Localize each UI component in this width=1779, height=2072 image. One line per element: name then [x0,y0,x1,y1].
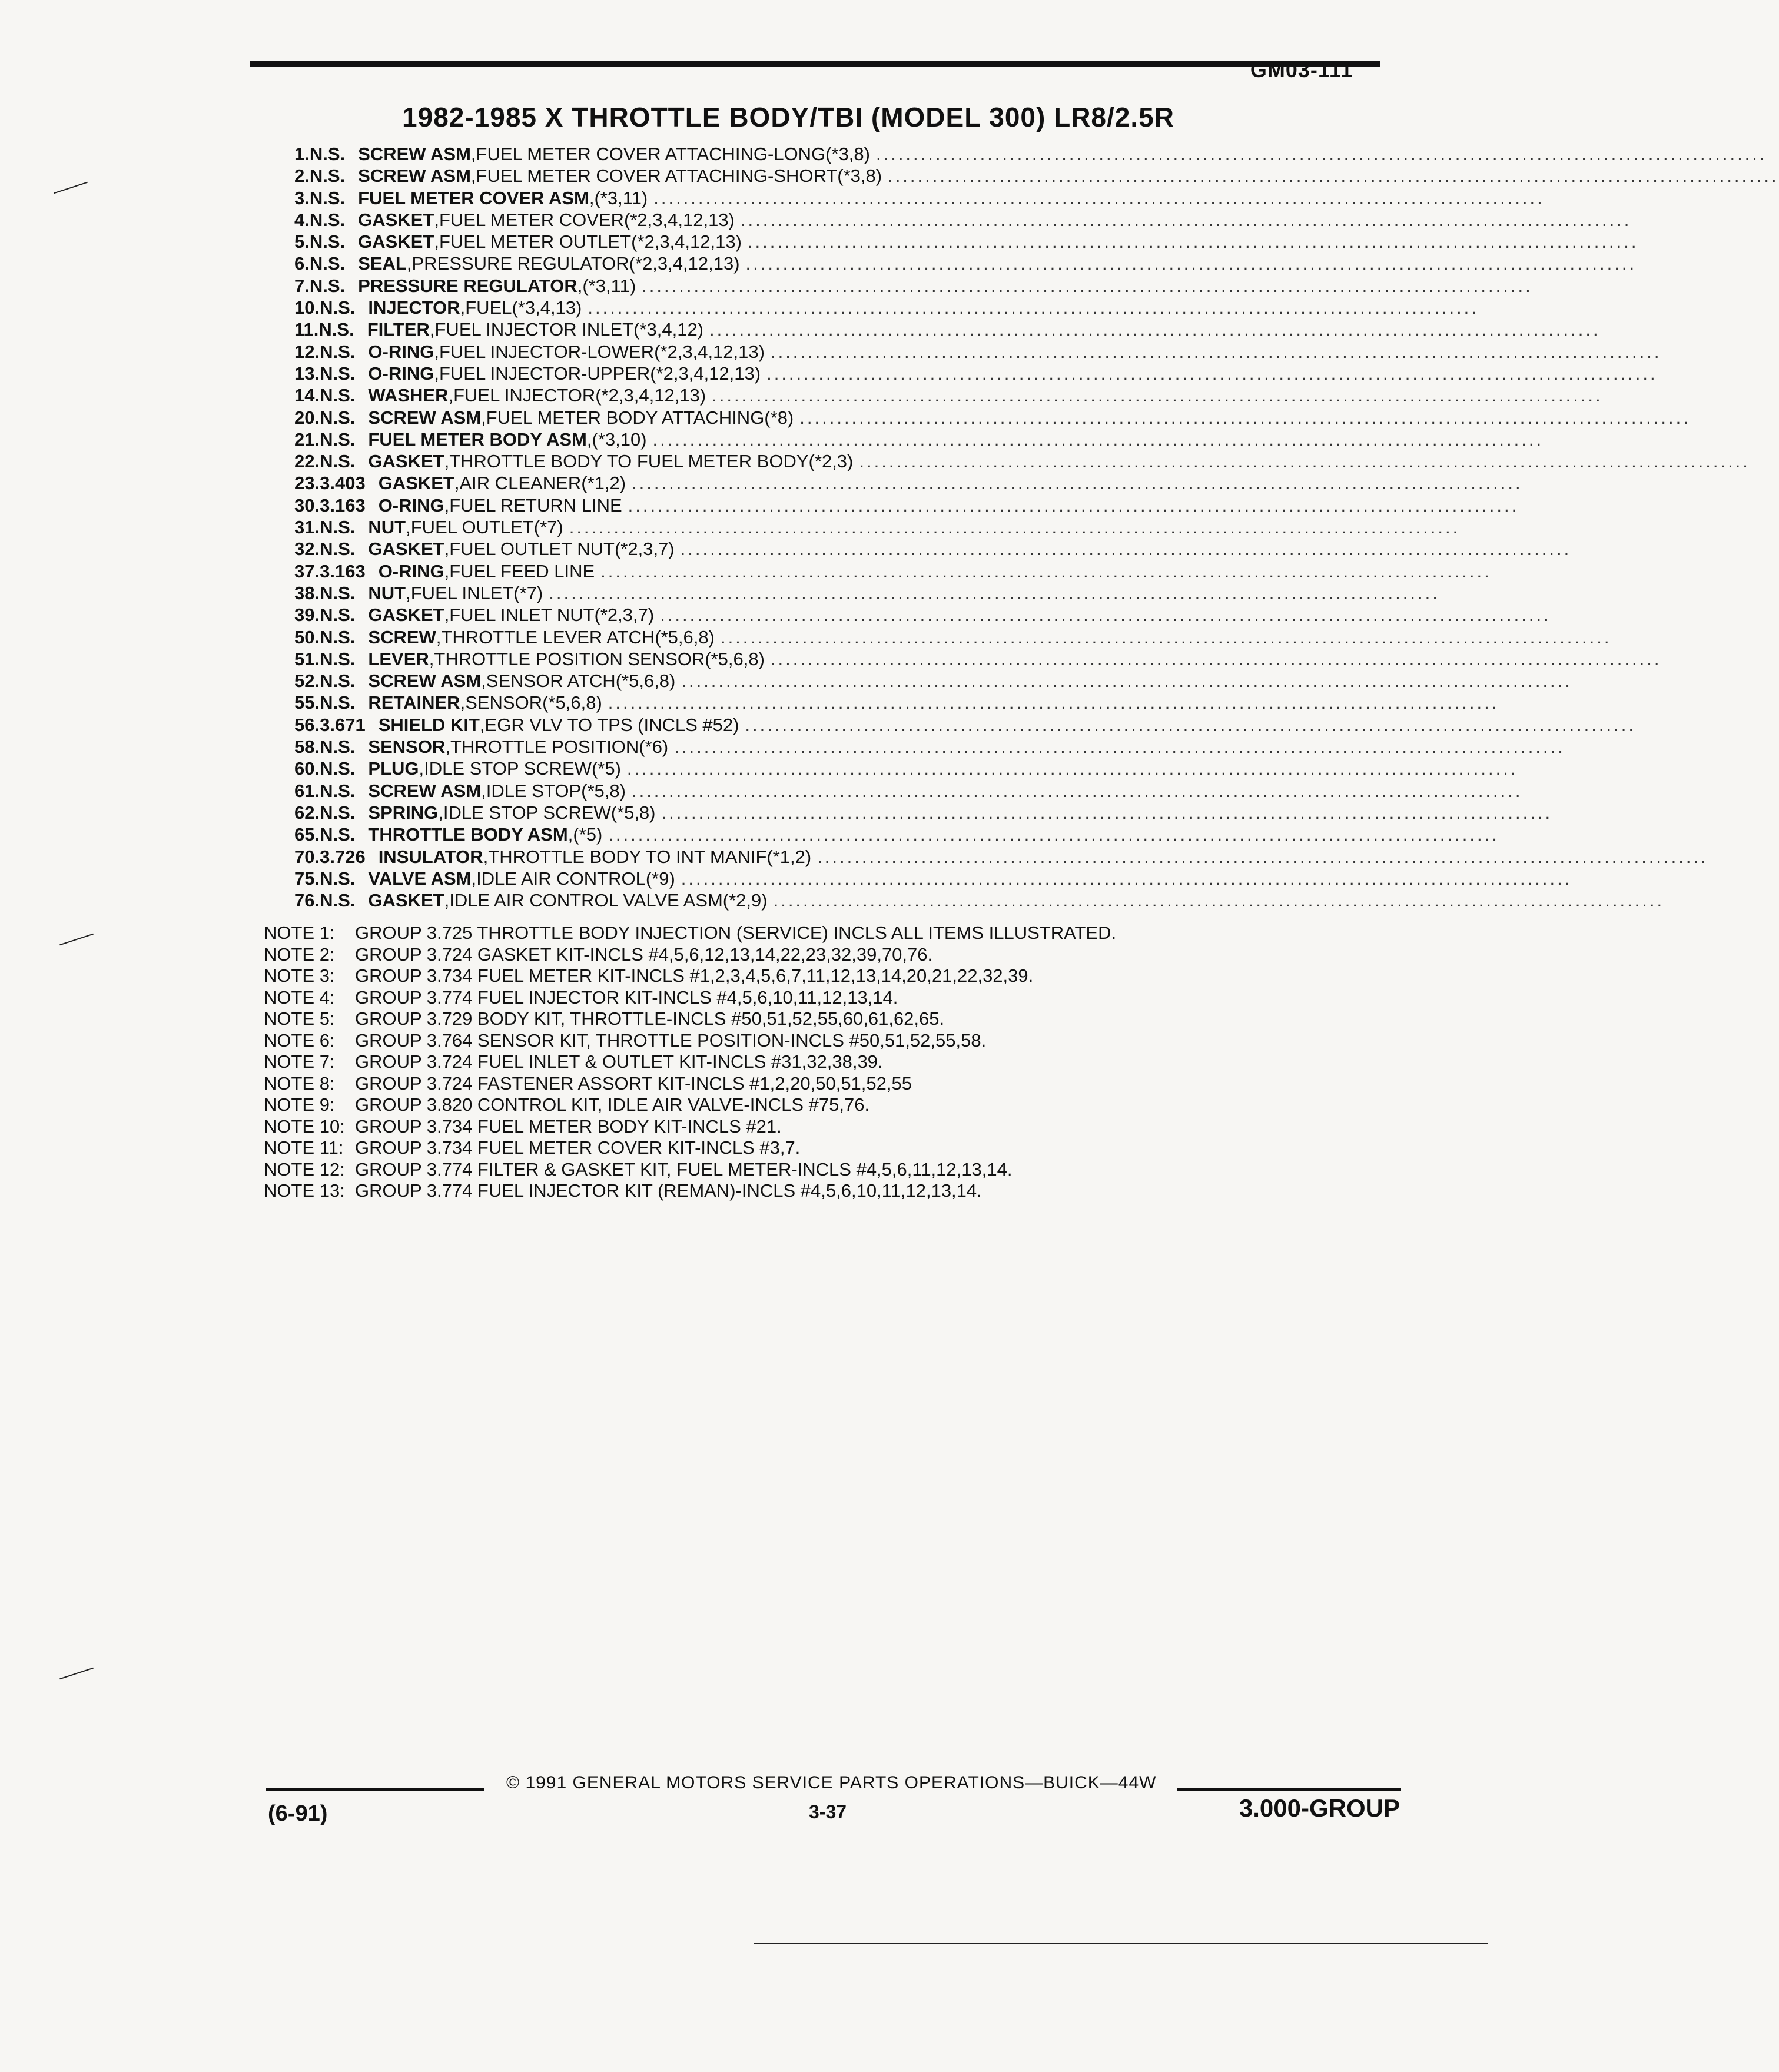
part-description: FUEL INJECTOR INLET(*3,4,12) [434,319,704,340]
part-group: N.S. [320,670,356,692]
part-group: N.S. [309,275,346,296]
part-row [294,670,1572,692]
part-description: THROTTLE POSITION(*6) [450,736,669,758]
part-group: N.S. [320,648,356,669]
part-number: 13. [294,363,320,384]
part-separator: , [483,846,489,867]
note-label: NOTE 2: [264,944,335,965]
part-name: GASKET [378,473,454,494]
part-group: 3.671 [320,714,366,735]
revision-date: (6-91) [268,1801,328,1826]
group-label: 3.000-GROUP [1239,1794,1400,1822]
leader-dots: ........................................................................................................................ [888,165,1779,187]
part-row [294,582,1440,605]
leader-dots: ........................................................................................................................ [632,473,1523,494]
note-row [264,1073,1264,1095]
part-separator: , [444,451,450,472]
part-group: 3.726 [320,846,366,867]
note-text: GROUP 3.820 CONTROL KIT, IDLE AIR VALVE-INCLS #75,76. [355,1094,870,1115]
part-number: 37. [294,560,320,582]
part-name: RETAINER [368,692,460,713]
part-name: GASKET [368,539,444,560]
part-separator: , [444,494,450,516]
part-group: N.S. [309,209,346,230]
part-name: FUEL METER COVER ASM [358,187,589,208]
part-name: SCREW ASM [358,144,471,164]
part-separator: , [471,868,477,889]
part-number: 4. [294,209,310,230]
notes-list [264,922,1264,1202]
parts-list [294,144,1779,912]
document-code: GM03-111 [1250,58,1353,82]
part-name: O-RING [378,494,444,516]
leader-dots: ........................................................................................................................ [720,626,1612,648]
part-description: FUEL METER OUTLET(*2,3,4,12,13) [439,231,742,253]
note-row [264,1030,1264,1052]
part-separator: , [444,539,450,560]
part-group: N.S. [320,407,356,428]
part-row [294,297,1479,319]
part-name: GASKET [358,231,434,253]
part-description: IDLE AIR CONTROL VALVE ASM(*2,9) [449,890,768,911]
note-text: GROUP 3.724 FASTENER ASSORT KIT-INCLS #1,2,20,50,51,52,55 [355,1072,912,1094]
part-group: N.S. [320,451,356,472]
leader-dots: ........................................................................................................................ [652,429,1544,450]
part-row [294,363,1658,385]
part-row [294,385,1603,407]
part-group: N.S. [309,187,346,208]
note-text: GROUP 3.764 SENSOR KIT, THROTTLE POSITION-INCLS #50,51,52,55,58. [355,1030,987,1051]
copyright-line: © 1991 GENERAL MOTORS SERVICE PARTS OPERATIONS—BUICK—44W [506,1773,1157,1792]
leader-dots: ........................................................................................................................ [875,144,1767,164]
part-number: 70. [294,846,320,867]
part-description: FUEL METER BODY ATTACHING(*8) [486,407,794,428]
part-name: INJECTOR [368,297,460,318]
part-separator: , [448,385,454,406]
leader-dots: ........................................................................................................................ [766,363,1658,384]
part-row [294,253,1637,275]
part-row [294,736,1565,758]
part-name: VALVE ASM [368,868,472,889]
part-separator: , [444,890,450,911]
part-name: SCREW ASM [368,407,482,428]
part-number: 5. [294,231,310,253]
part-separator: , [419,758,424,779]
part-name: GASKET [358,209,434,230]
part-group: N.S. [320,780,356,801]
part-number: 21. [294,429,320,450]
part-description: FUEL INLET NUT(*2,3,7) [449,605,655,626]
part-row [294,187,1545,210]
part-name: NUT [368,517,406,538]
part-name: SEAL [358,253,407,274]
part-row [294,144,1767,165]
part-group: N.S. [320,824,356,845]
part-row [294,275,1533,297]
part-separator: , [589,187,595,208]
leader-dots: ........................................................................................................................ [681,670,1572,692]
part-description: FUEL OUTLET(*7) [410,517,563,538]
part-description: FUEL INJECTOR(*2,3,4,12,13) [453,385,706,406]
part-separator: , [481,670,486,692]
part-description: (*3,11) [582,275,636,296]
note-label: NOTE 6: [264,1030,335,1051]
note-text: GROUP 3.774 FILTER & GASKET KIT, FUEL METER-INCLS #4,5,6,11,12,13,14. [355,1158,1013,1180]
part-description: EGR VLV TO TPS (INCLS #52) [484,714,739,735]
note-text: GROUP 3.734 FUEL METER COVER KIT-INCLS #3,7. [355,1137,801,1158]
part-row [294,890,1665,912]
part-description: SENSOR ATCH(*5,6,8) [486,670,676,692]
part-number: 51. [294,648,320,669]
part-number: 22. [294,451,320,472]
part-separator: , [438,802,443,823]
note-label: NOTE 5: [264,1008,335,1029]
note-text: GROUP 3.774 FUEL INJECTOR KIT (REMAN)-INCLS #4,5,6,10,11,12,13,14. [355,1180,982,1201]
note-row [264,1159,1264,1181]
leader-dots: ........................................................................................................................ [653,187,1545,208]
part-number: 56. [294,714,320,735]
part-description: IDLE STOP SCREW(*5,8) [443,802,656,823]
part-name: FILTER [367,319,430,340]
part-row [294,231,1639,253]
footer-rule-right [1177,1788,1401,1791]
part-name: WASHER [368,385,449,406]
note-row [264,987,1264,1009]
part-group: N.S. [320,626,356,648]
part-separator: , [406,253,412,274]
part-name: PRESSURE REGULATOR [358,275,577,296]
part-row [294,473,1523,494]
part-number: 62. [294,802,320,823]
part-name: PLUG [368,758,419,779]
note-text: GROUP 3.729 BODY KIT, THROTTLE-INCLS #50,51,52,55,60,61,62,65. [355,1008,945,1029]
part-separator: , [454,473,460,494]
leader-dots: ........................................................................................................................ [745,714,1636,735]
part-number: 23. [294,473,320,494]
part-number: 55. [294,692,320,713]
part-row [294,692,1499,714]
part-row [294,780,1523,802]
part-row [294,626,1612,649]
part-number: 50. [294,626,320,648]
leader-dots: ........................................................................................................................ [770,648,1662,669]
part-row [294,429,1544,451]
part-row [294,341,1662,363]
part-name: SHIELD KIT [378,714,480,735]
part-row [294,824,1499,846]
part-separator: , [445,736,450,758]
part-name: NUT [368,582,406,603]
part-number: 1. [294,144,310,164]
part-description: IDLE STOP(*5,8) [486,780,626,801]
part-group: N.S. [309,165,346,187]
part-number: 7. [294,275,310,296]
part-separator: , [406,517,411,538]
part-description: IDLE STOP SCREW(*5) [424,758,621,779]
note-label: NOTE 11: [264,1137,344,1158]
part-separator: , [567,824,573,845]
leader-dots: ........................................................................................................................ [628,494,1519,516]
part-separator: , [444,560,450,582]
note-text: GROUP 3.734 FUEL METER KIT-INCLS #1,2,3,4,5,6,7,11,12,13,14,20,21,22,32,39. [355,965,1034,986]
leader-dots: ........................................................................................................................ [588,297,1479,318]
part-row [294,802,1553,824]
leader-dots: ........................................................................................................................ [608,692,1499,713]
part-name: SCREW ASM [368,780,482,801]
part-description: IDLE AIR CONTROL(*9) [476,868,675,889]
part-number: 58. [294,736,320,758]
part-row [294,209,1632,231]
part-number: 38. [294,582,320,603]
part-number: 12. [294,341,320,362]
part-number: 14. [294,385,320,406]
part-name: SPRING [368,802,439,823]
leader-dots: ........................................................................................................................ [674,736,1565,758]
note-label: NOTE 12: [264,1158,345,1180]
part-number: 10. [294,297,320,318]
part-description: THROTTLE LEVER ATCH(*5,6,8) [441,626,715,648]
note-row [264,1008,1264,1030]
part-name: SENSOR [368,736,446,758]
note-label: NOTE 7: [264,1051,335,1072]
part-row [294,539,1572,560]
part-group: N.S. [320,385,356,406]
part-description: (*3,10) [592,429,647,450]
part-number: 52. [294,670,320,692]
part-separator: , [444,605,450,626]
part-separator: , [460,297,466,318]
part-separator: , [436,626,442,648]
leader-dots: ........................................................................................................................ [626,758,1518,779]
part-row [294,714,1636,736]
note-text: GROUP 3.725 THROTTLE BODY INJECTION (SERVICE) INCLS ALL ITEMS ILLUSTRATED. [355,922,1117,943]
part-number: 31. [294,517,320,538]
part-separator: , [434,231,439,253]
part-number: 76. [294,890,320,911]
part-row [294,165,1779,187]
part-group: N.S. [320,297,356,318]
leader-dots: ........................................................................................................................ [740,209,1632,230]
part-separator: , [434,363,439,384]
note-label: NOTE 3: [264,965,335,986]
note-row [264,1094,1264,1116]
part-separator: , [577,275,583,296]
part-group: N.S. [320,605,356,626]
part-description: FUEL OUTLET NUT(*2,3,7) [449,539,675,560]
leader-dots: ........................................................................................................................ [680,539,1572,560]
part-group: N.S. [320,736,356,758]
part-number: 61. [294,780,320,801]
part-separator: , [460,692,466,713]
part-description: PRESSURE REGULATOR(*2,3,4,12,13) [411,253,740,274]
note-label: NOTE 10: [264,1115,345,1137]
part-description: THROTTLE BODY TO FUEL METER BODY(*2,3) [449,451,854,472]
part-name: O-RING [368,363,434,384]
part-separator: , [429,648,434,669]
part-description: FUEL METER COVER ATTACHING-LONG(*3,8) [476,144,870,164]
part-name: FUEL METER BODY ASM [368,429,587,450]
note-text: GROUP 3.724 GASKET KIT-INCLS #4,5,6,12,13,14,22,23,32,39,70,76. [355,944,933,965]
part-separator: , [434,341,439,362]
page-title: 1982-1985 X THROTTLE BODY/TBI (MODEL 300) LR8/2.5R [402,102,1174,132]
footer-rule-left [266,1788,484,1791]
part-separator: , [479,714,485,735]
part-row [294,605,1551,626]
part-number: 6. [294,253,310,274]
leader-dots: ........................................................................................................................ [712,385,1603,406]
part-row [294,868,1572,890]
part-description: AIR CLEANER(*1,2) [459,473,626,494]
leader-dots: ........................................................................................................................ [745,253,1637,274]
note-row [264,1137,1264,1159]
part-group: 3.403 [320,473,366,494]
note-row [264,1051,1264,1073]
note-text: GROUP 3.724 FUEL INLET & OUTLET KIT-INCLS #31,32,38,39. [355,1051,883,1072]
part-description: FUEL METER COVER(*2,3,4,12,13) [439,209,735,230]
part-name: SCREW ASM [358,165,471,187]
part-description: FUEL INJECTOR-LOWER(*2,3,4,12,13) [439,341,765,362]
margin-mark [59,934,94,945]
leader-dots: ........................................................................................................................ [859,451,1750,472]
part-group: N.S. [320,363,356,384]
part-group: N.S. [318,319,354,340]
margin-mark [59,1668,94,1679]
part-description: (*5) [573,824,603,845]
part-group: N.S. [309,144,346,164]
part-description: SENSOR(*5,6,8) [465,692,602,713]
part-name: LEVER [368,648,429,669]
header-rule [250,61,1380,67]
part-description: FUEL INLET(*7) [410,582,543,603]
note-label: NOTE 4: [264,987,335,1008]
part-group: N.S. [320,429,356,450]
leader-dots: ........................................................................................................................ [709,319,1601,340]
margin-mark [54,182,88,194]
part-row [294,494,1519,517]
part-row [294,451,1750,473]
part-description: FUEL METER COVER ATTACHING-SHORT(*3,8) [476,165,882,187]
note-row [264,922,1264,944]
part-description: THROTTLE POSITION SENSOR(*5,6,8) [434,648,765,669]
leader-dots: ........................................................................................................................ [770,341,1662,362]
part-group: N.S. [309,231,346,253]
note-label: NOTE 9: [264,1094,335,1115]
note-label: NOTE 8: [264,1072,335,1094]
part-description: FUEL FEED LINE [449,560,595,582]
part-group: N.S. [320,539,356,560]
part-separator: , [481,780,486,801]
part-description: FUEL INJECTOR-UPPER(*2,3,4,12,13) [439,363,761,384]
part-name: SCREW ASM [368,670,482,692]
leader-dots: ........................................................................................................................ [799,407,1691,428]
note-label: NOTE 1: [264,922,335,943]
note-text: GROUP 3.734 FUEL METER BODY KIT-INCLS #21. [355,1115,782,1137]
part-description: FUEL(*3,4,13) [465,297,582,318]
leader-dots: ........................................................................................................................ [569,517,1461,538]
part-number: 2. [294,165,310,187]
part-group: N.S. [320,341,356,362]
leader-dots: ........................................................................................................................ [600,560,1492,582]
leader-dots: ........................................................................................................................ [817,846,1708,867]
leader-dots: ........................................................................................................................ [631,780,1523,801]
part-number: 75. [294,868,320,889]
part-group: N.S. [320,868,356,889]
part-name: SCREW [368,626,436,648]
part-separator: , [429,319,435,340]
part-number: 65. [294,824,320,845]
note-row [264,965,1264,987]
part-separator: , [470,165,476,187]
part-group: N.S. [320,758,356,779]
part-name: GASKET [368,605,444,626]
part-number: 32. [294,539,320,560]
leader-dots: ........................................................................................................................ [747,231,1639,253]
part-number: 39. [294,605,320,626]
part-separator: , [406,582,411,603]
part-row [294,407,1691,429]
part-name: GASKET [368,890,444,911]
part-group: N.S. [320,517,356,538]
part-row [294,846,1708,868]
part-number: 3. [294,187,310,208]
part-name: INSULATOR [378,846,483,867]
part-description: (*3,11) [594,187,648,208]
part-row [294,648,1662,670]
leader-dots: ........................................................................................................................ [773,890,1665,911]
part-separator: , [470,144,476,164]
part-name: O-RING [378,560,444,582]
part-group: 3.163 [320,560,366,582]
part-separator: , [481,407,486,428]
part-number: 20. [294,407,320,428]
note-row [264,1180,1264,1202]
part-group: N.S. [320,692,356,713]
part-separator: , [586,429,592,450]
note-row [264,1116,1264,1138]
note-text: GROUP 3.774 FUEL INJECTOR KIT-INCLS #4,5,6,10,11,12,13,14. [355,987,898,1008]
part-group: N.S. [309,253,346,274]
part-number: 60. [294,758,320,779]
note-label: NOTE 13: [264,1180,345,1201]
part-number: 11. [294,319,319,340]
part-row [294,758,1518,780]
part-group: N.S. [320,582,356,603]
note-row [264,944,1264,966]
leader-dots: ........................................................................................................................ [661,802,1553,823]
scan-edge-line [754,1942,1488,1944]
leader-dots: ........................................................................................................................ [681,868,1572,889]
part-name: GASKET [368,451,444,472]
part-group: N.S. [320,802,356,823]
leader-dots: ........................................................................................................................ [549,582,1440,603]
leader-dots: ........................................................................................................................ [608,824,1499,845]
part-name: THROTTLE BODY ASM [368,824,568,845]
part-name: O-RING [368,341,434,362]
part-separator: , [434,209,439,230]
part-description: FUEL RETURN LINE [449,494,622,516]
leader-dots: ........................................................................................................................ [642,275,1533,296]
page-number: 3-37 [809,1801,847,1822]
part-group: 3.163 [320,494,366,516]
part-group: N.S. [320,890,356,911]
leader-dots: ........................................................................................................................ [660,605,1551,626]
part-description: THROTTLE BODY TO INT MANIF(*1,2) [488,846,812,867]
part-row [294,319,1601,341]
part-number: 30. [294,494,320,516]
part-row [294,560,1492,583]
part-row [294,517,1461,539]
